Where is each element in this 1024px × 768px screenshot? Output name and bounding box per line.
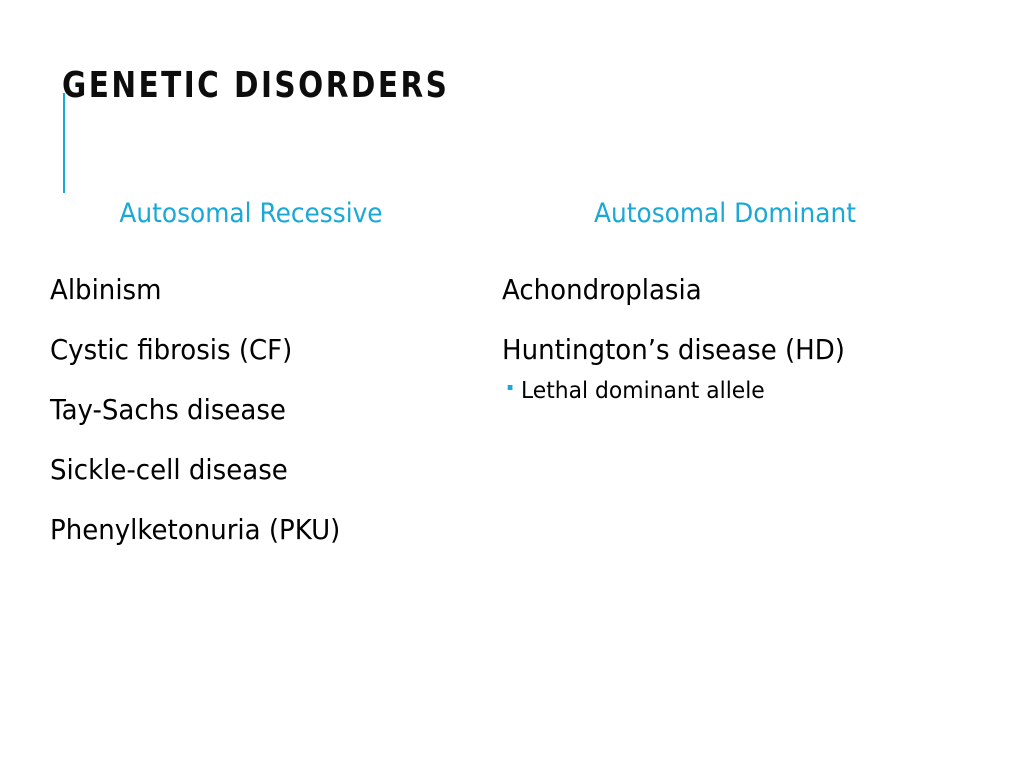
left-column-list <box>50 270 362 570</box>
list-item-albinism: Albinism <box>50 273 162 306</box>
sub-item-label: Lethal dominant allele <box>521 378 765 404</box>
list-item-cystic-fibrosis: Cystic fibrosis (CF) <box>50 333 293 366</box>
list-item-huntingtons: Huntington’s disease (HD) <box>502 333 845 366</box>
list-item-achondroplasia: Achondroplasia <box>502 273 702 306</box>
slide-title: GENETIC DISORDERS <box>62 65 450 106</box>
list-item-pku: Phenylketonuria (PKU) <box>50 513 341 546</box>
list-item-sickle-cell: Sickle-cell disease <box>50 453 288 486</box>
right-column-list <box>502 270 871 406</box>
square-bullet-icon <box>508 385 513 390</box>
left-column-heading: Autosomal Recessive <box>119 198 383 229</box>
right-column-heading: Autosomal Dominant <box>594 198 856 229</box>
sub-item-lethal-allele <box>502 376 852 406</box>
list-item-tay-sachs: Tay-Sachs disease <box>50 393 286 426</box>
